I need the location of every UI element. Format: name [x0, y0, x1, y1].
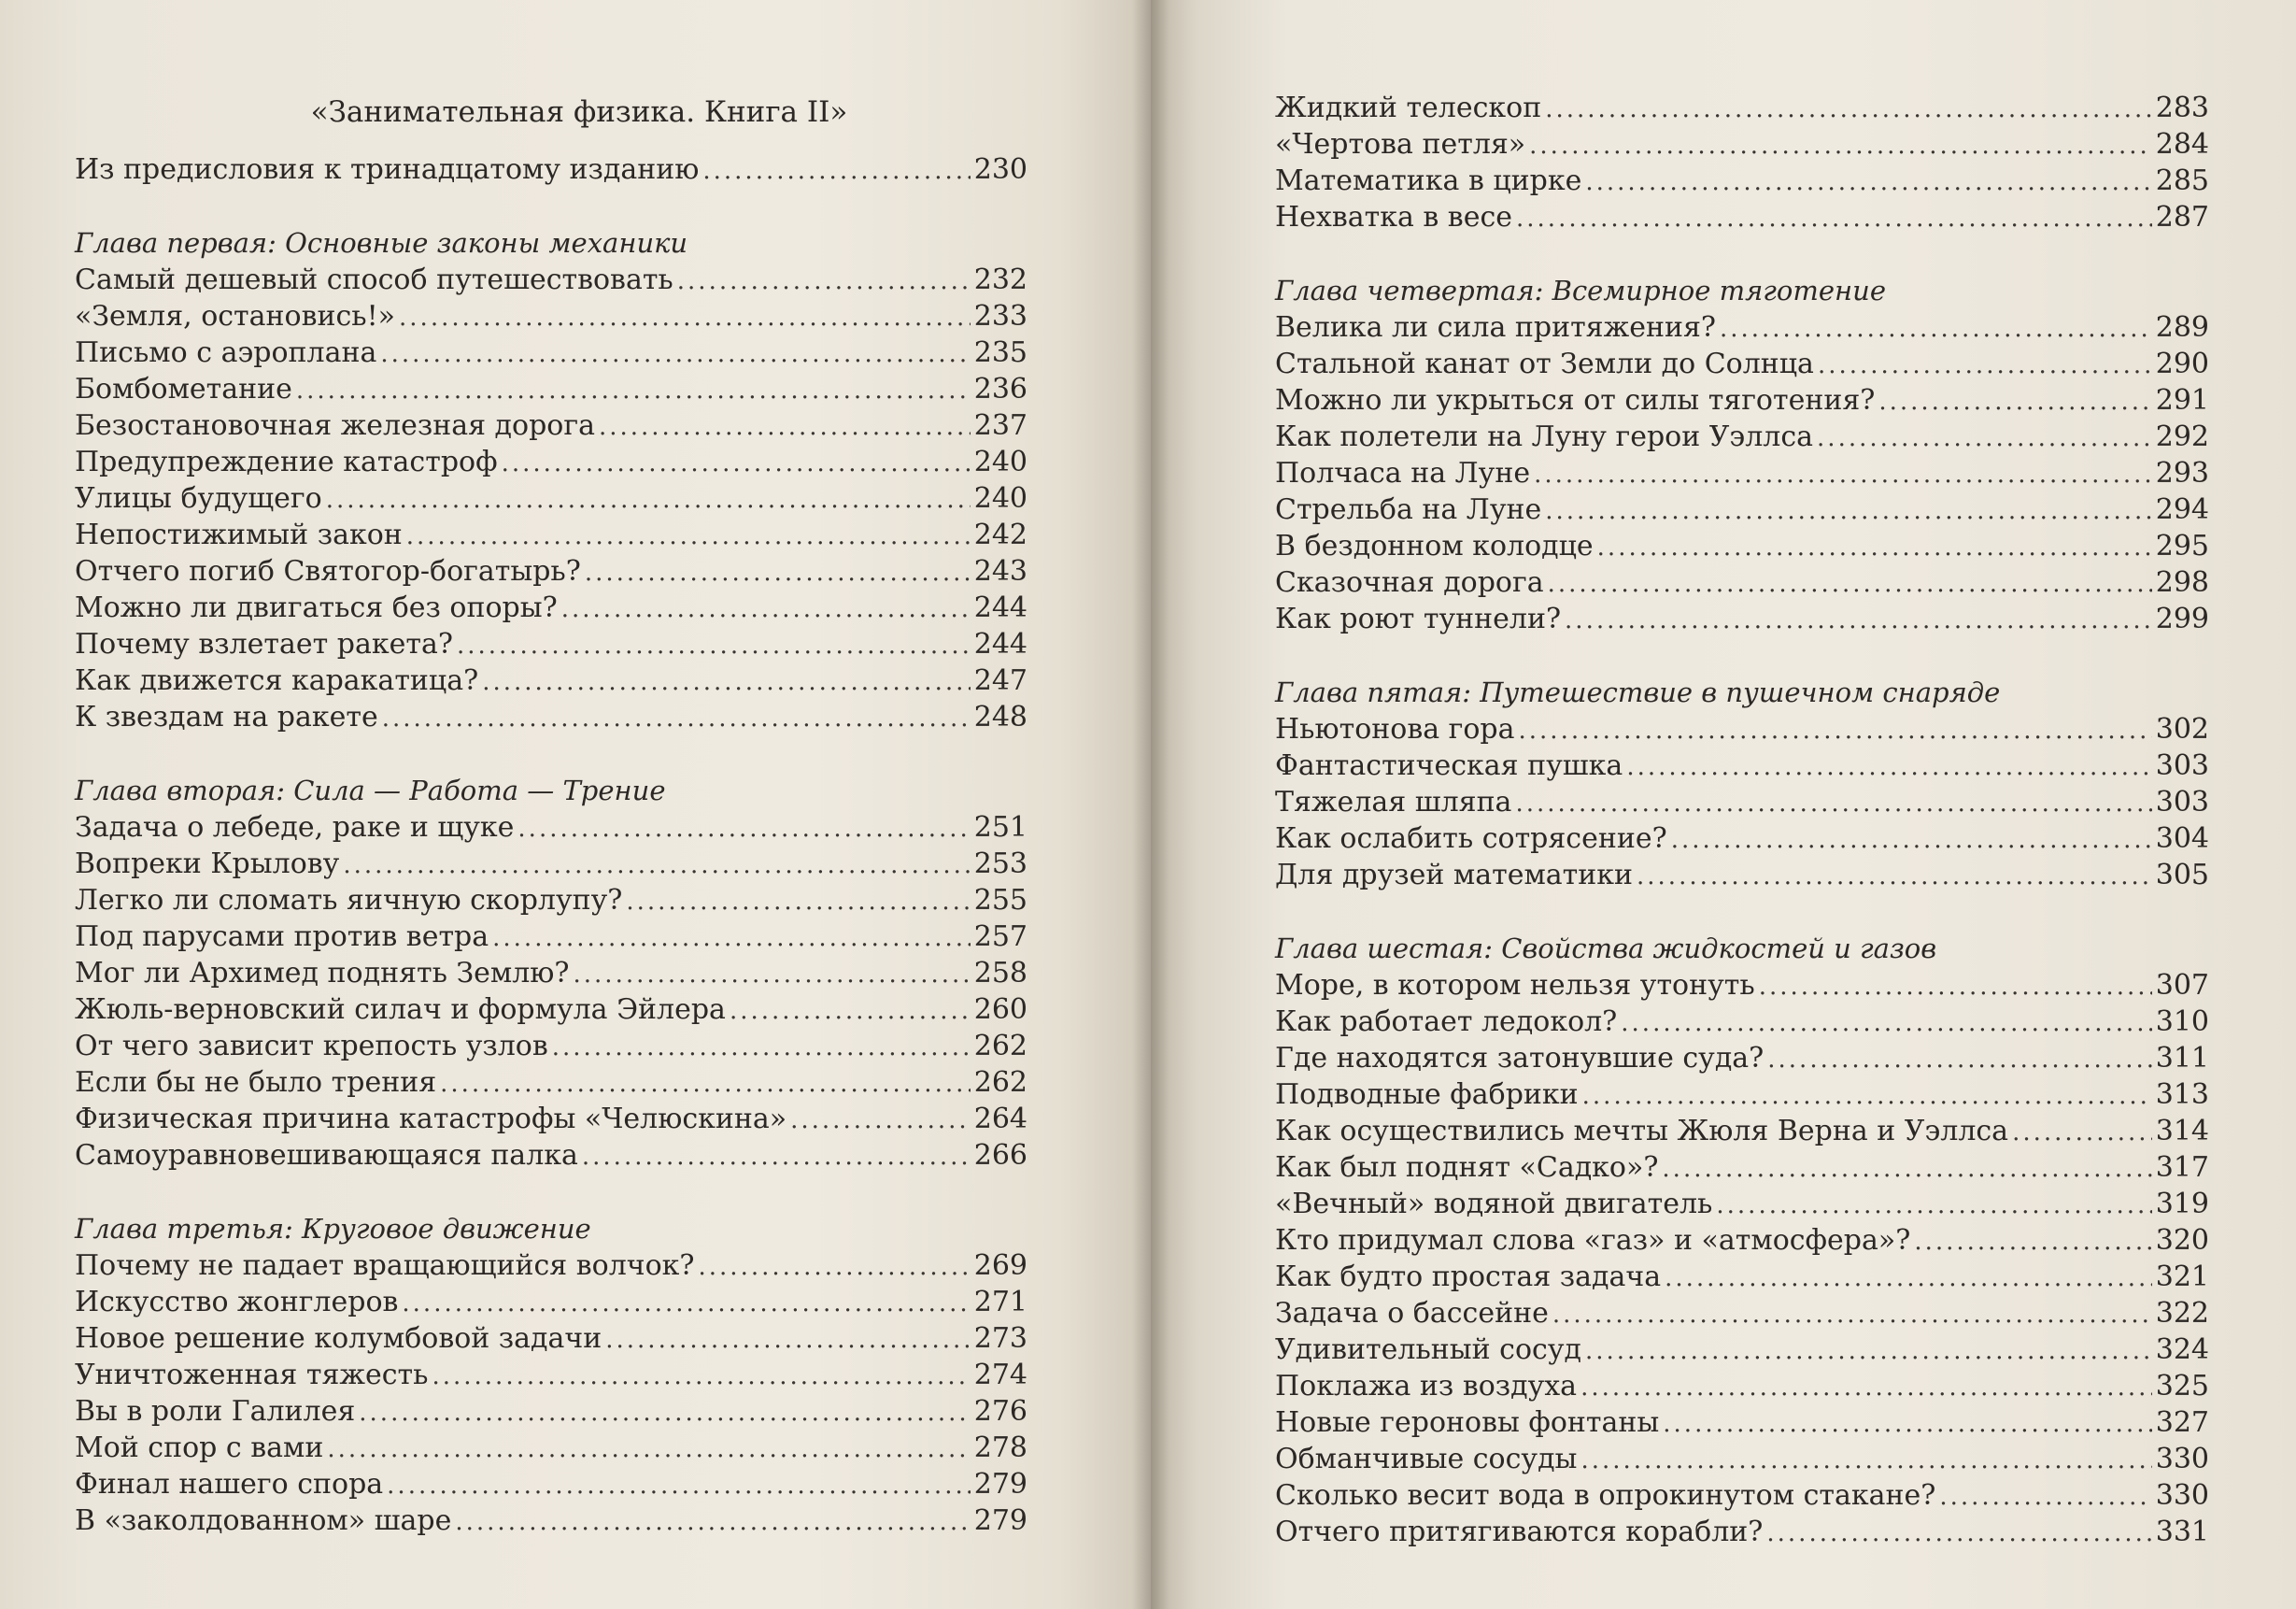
toc-entry-preface[interactable]	[75, 151, 1028, 188]
right-toc-column	[1275, 90, 2209, 1550]
toc-entry[interactable]	[75, 371, 1028, 407]
leader-dots	[1580, 1443, 2151, 1479]
toc-entry[interactable]	[1275, 1113, 2209, 1149]
toc-entry[interactable]	[1275, 1186, 2209, 1222]
toc-entry-page: 262	[973, 1066, 1028, 1099]
toc-entry-page: 248	[973, 701, 1028, 733]
chapter-heading-3: Глава третья: Круговое движение	[75, 1213, 591, 1245]
toc-entry[interactable]	[1275, 1331, 2209, 1368]
toc-entry-page: 291	[2155, 384, 2209, 417]
toc-entry-title: Как роют туннели?	[1275, 603, 1562, 635]
toc-entry-page: 302	[2155, 713, 2209, 746]
toc-entry-title: Как полетели на Луну герои Уэллса	[1275, 420, 1814, 453]
toc-entry[interactable]	[1275, 1514, 2209, 1550]
toc-entry-page: 320	[2155, 1224, 2209, 1257]
toc-entry[interactable]	[75, 846, 1028, 882]
leader-dots	[1529, 128, 2152, 164]
toc-entry-title: «Вечный» водяной двигатель	[1275, 1188, 1713, 1220]
toc-entry[interactable]	[75, 517, 1028, 553]
leader-dots	[1716, 1188, 2151, 1224]
toc-entry[interactable]	[1275, 1076, 2209, 1113]
leader-dots	[343, 847, 970, 884]
leader-dots	[1545, 92, 2152, 128]
leader-dots	[605, 1322, 970, 1359]
toc-entry[interactable]	[75, 553, 1028, 590]
toc-entry-page: 240	[973, 446, 1028, 478]
toc-entry-page: 290	[2155, 348, 2209, 380]
toc-entry-page: 253	[973, 847, 1028, 880]
toc-entry-title: Обманчивые сосуды	[1275, 1443, 1578, 1475]
toc-entry-page: 242	[973, 519, 1028, 551]
toc-entry[interactable]	[75, 699, 1028, 735]
leader-dots	[1720, 311, 2152, 348]
toc-entry-title: Безостановочная железная дорога	[75, 409, 595, 442]
toc-entry[interactable]	[75, 991, 1028, 1028]
toc-entry-page: 236	[973, 373, 1028, 406]
toc-entry[interactable]	[1275, 1295, 2209, 1331]
toc-entry-title: Письмо с аэроплана	[75, 336, 377, 369]
book-title: «Занимательная физика. Книга II»	[310, 95, 848, 129]
toc-entry[interactable]	[75, 262, 1028, 298]
toc-entry-title: Как ослабить сотрясение?	[1275, 822, 1667, 855]
toc-entry-page: 279	[973, 1468, 1028, 1501]
toc-entry[interactable]	[75, 1101, 1028, 1137]
toc-entry-title: Новое решение колумбовой задачи	[75, 1322, 602, 1355]
toc-entry-page: 237	[973, 409, 1028, 442]
toc-entry-title: Искусство жонглеров	[75, 1286, 399, 1318]
toc-entry-title: Вы в роли Галилея	[75, 1395, 356, 1428]
toc-entry-page: 284	[2155, 128, 2209, 161]
toc-entry-page: 255	[973, 884, 1028, 917]
toc-entry[interactable]	[1275, 199, 2209, 235]
toc-entry-page: 279	[973, 1504, 1028, 1537]
toc-entry-title: Непостижимый закон	[75, 519, 403, 551]
leader-dots	[1759, 969, 2152, 1005]
leader-dots	[1671, 822, 2152, 859]
toc-entry-title: Самый дешевый способ путешествовать	[75, 263, 673, 296]
toc-entry[interactable]	[75, 298, 1028, 335]
leader-dots	[561, 591, 971, 628]
toc-entry-page: 287	[2155, 201, 2209, 234]
toc-entry-page: 262	[973, 1030, 1028, 1062]
toc-entry-title: Стальной канат от Земли до Солнца	[1275, 348, 1814, 380]
toc-entry[interactable]	[1275, 309, 2209, 346]
toc-entry[interactable]	[75, 1028, 1028, 1064]
toc-entry[interactable]	[75, 590, 1028, 626]
leader-dots	[1665, 1260, 2152, 1297]
toc-entry-title: Жидкий телескоп	[1275, 92, 1542, 124]
toc-entry-page: 327	[2155, 1406, 2209, 1439]
toc-entry-title: Стрельба на Луне	[1275, 493, 1542, 526]
toc-entry-page: 321	[2155, 1260, 2209, 1293]
toc-entry[interactable]	[75, 955, 1028, 991]
toc-entry-page: 278	[973, 1431, 1028, 1464]
leader-dots	[326, 482, 971, 519]
toc-entry-page: 303	[2155, 786, 2209, 819]
toc-entry-title: «Чертова петля»	[1275, 128, 1526, 161]
leader-dots	[1767, 1042, 2151, 1078]
toc-entry-page: 258	[973, 957, 1028, 990]
toc-entry[interactable]	[1275, 1404, 2209, 1441]
leader-dots	[1621, 1005, 2151, 1042]
toc-entry-title: Если бы не было трения	[75, 1066, 437, 1099]
toc-entry-title: Можно ли укрыться от силы тяготения?	[1275, 384, 1876, 417]
leader-dots	[399, 300, 971, 336]
toc-entry-title: Легко ли сломать яичную скорлупу?	[75, 884, 623, 917]
leader-dots	[327, 1431, 970, 1468]
toc-entry-page: 230	[973, 153, 1028, 186]
leader-dots	[574, 957, 971, 993]
toc-entry[interactable]	[1275, 784, 2209, 820]
toc-entry-title: Полчаса на Луне	[1275, 457, 1531, 490]
toc-entry-page: 233	[973, 300, 1028, 333]
leader-dots	[440, 1066, 971, 1103]
toc-entry-page: 310	[2155, 1005, 2209, 1038]
toc-entry-title: От чего зависит крепость узлов	[75, 1030, 548, 1062]
leader-dots	[1817, 420, 2152, 457]
toc-entry-page: 324	[2155, 1333, 2209, 1366]
toc-entry-title: В бездонном колодце	[1275, 530, 1594, 562]
toc-entry-title: Задача о бассейне	[1275, 1297, 1549, 1330]
toc-entry[interactable]	[1275, 528, 2209, 564]
toc-entry[interactable]	[1275, 748, 2209, 784]
toc-entry-page: 330	[2155, 1443, 2209, 1475]
toc-entry[interactable]	[75, 1502, 1028, 1539]
toc-entry-title: Под парусами против ветра	[75, 920, 489, 953]
leader-dots	[1519, 713, 2152, 749]
toc-entry[interactable]	[1275, 90, 2209, 126]
toc-entry[interactable]	[1275, 346, 2209, 382]
toc-entry-title: Сказочная дорога	[1275, 566, 1544, 599]
toc-entry-title: Вопреки Крылову	[75, 847, 340, 880]
chapter-heading-4: Глава четвертая: Всемирное тяготение	[1275, 275, 1886, 306]
leader-dots	[552, 1030, 971, 1066]
leader-dots	[457, 628, 971, 664]
toc-entry[interactable]	[75, 1393, 1028, 1430]
toc-entry-title: Море, в котором нельзя утонуть	[1275, 969, 1755, 1002]
leader-dots	[492, 920, 971, 957]
toc-entry-title: Тяжелая шляпа	[1275, 786, 1512, 819]
left-toc-column	[75, 90, 1028, 1539]
toc-entry-title: Велика ли сила притяжения?	[1275, 311, 1716, 344]
toc-entry[interactable]	[75, 1320, 1028, 1357]
toc-entry[interactable]	[1275, 455, 2209, 491]
leader-dots	[790, 1103, 971, 1139]
toc-entry-title: Где находятся затонувшие суда?	[1275, 1042, 1765, 1075]
leader-dots	[1548, 566, 2152, 603]
toc-entry-title: Можно ли двигаться без опоры?	[75, 591, 558, 624]
toc-entry[interactable]	[1275, 1259, 2209, 1295]
toc-entry-title: Для друзей математики	[1275, 859, 1634, 891]
toc-entry-title: Финал нашего спора	[75, 1468, 384, 1501]
toc-entry[interactable]	[75, 1247, 1028, 1284]
toc-entry[interactable]	[1275, 967, 2209, 1004]
toc-entry-title: Задача о лебеде, раке и щуке	[75, 811, 515, 844]
toc-entry-title: Мог ли Архимед поднять Землю?	[75, 957, 570, 990]
toc-entry-page: 273	[973, 1322, 1028, 1355]
toc-entry[interactable]	[75, 1357, 1028, 1393]
leader-dots	[1582, 1078, 2152, 1115]
toc-entry-page: 232	[973, 263, 1028, 296]
toc-entry-title: Математика в цирке	[1275, 164, 1582, 197]
leader-dots	[1878, 384, 2151, 420]
toc-entry-title: Кто придумал слова «газ» и «атмосфера»?	[1275, 1224, 1911, 1257]
leader-dots	[387, 1468, 971, 1504]
leader-dots	[1545, 493, 2152, 530]
toc-entry[interactable]	[75, 1466, 1028, 1502]
leader-dots	[2012, 1115, 2152, 1151]
leader-dots	[1516, 201, 2152, 237]
leader-dots	[1552, 1297, 2152, 1333]
toc-entry-page: 313	[2155, 1078, 2209, 1111]
toc-entry[interactable]	[75, 918, 1028, 955]
toc-entry-title: Удивительный сосуд	[1275, 1333, 1581, 1366]
toc-entry-title: Жюль-верновский силач и формула Эйлера	[75, 993, 726, 1026]
toc-entry-page: 331	[2155, 1516, 2209, 1548]
toc-entry-page: 283	[2155, 92, 2209, 124]
toc-entry-page: 319	[2155, 1188, 2209, 1220]
leader-dots	[455, 1504, 970, 1541]
toc-entry-title: Подводные фабрики	[1275, 1078, 1579, 1111]
toc-entry-page: 330	[2155, 1479, 2209, 1512]
toc-entry-page: 314	[2155, 1115, 2209, 1147]
toc-entry-page: 292	[2155, 420, 2209, 453]
leader-dots	[382, 701, 971, 737]
leader-dots	[599, 409, 971, 446]
leader-dots	[1766, 1516, 2151, 1552]
leader-dots	[1585, 164, 2151, 201]
toc-entry-title: Предупреждение катастроф	[75, 446, 498, 478]
toc-entry-title: Поклажа из воздуха	[1275, 1370, 1578, 1403]
leader-dots	[1626, 749, 2151, 786]
toc-entry-title: Почему не падает вращающийся волчок?	[75, 1249, 695, 1282]
leader-dots	[1818, 348, 2152, 384]
toc-entry[interactable]	[75, 407, 1028, 444]
toc-entry-title: Как будто простая задача	[1275, 1260, 1662, 1293]
toc-entry-title: В «заколдованном» шаре	[75, 1504, 452, 1537]
toc-entry[interactable]	[75, 335, 1028, 371]
leader-dots	[402, 1286, 970, 1322]
toc-entry[interactable]	[1275, 1040, 2209, 1076]
leader-dots	[1914, 1224, 2151, 1260]
leader-dots	[482, 664, 971, 701]
toc-entry[interactable]	[75, 1430, 1028, 1466]
toc-entry[interactable]	[75, 1137, 1028, 1174]
toc-entry[interactable]	[1275, 820, 2209, 857]
leader-dots	[1585, 1333, 2152, 1370]
toc-entry-page: 264	[973, 1103, 1028, 1135]
toc-entry-title: Новые героновы фонтаны	[1275, 1406, 1660, 1439]
leader-dots	[359, 1395, 970, 1431]
leader-dots	[296, 373, 971, 409]
toc-entry-title: Отчего притягиваются корабли?	[1275, 1516, 1764, 1548]
toc-entry[interactable]	[1275, 163, 2209, 199]
toc-entry-title: Нехватка в весе	[1275, 201, 1513, 234]
leader-dots	[582, 1139, 971, 1175]
toc-entry-title: Как работает ледокол?	[1275, 1005, 1618, 1038]
leader-dots	[585, 555, 971, 591]
toc-entry-title: Как осуществились мечты Жюля Верна и Уэллса	[1275, 1115, 2009, 1147]
chapter-heading-5: Глава пятая: Путешествие в пушечном снаряде	[1275, 676, 2001, 708]
toc-entry-title: «Земля, остановись!»	[75, 300, 396, 333]
chapter-heading-6: Глава шестая: Свойства жидкостей и газов	[1275, 933, 1937, 964]
toc-entry-title: Как был поднят «Садко»?	[1275, 1151, 1659, 1184]
leader-dots	[1663, 1406, 2151, 1443]
toc-entry-title: Из предисловия к тринадцатому изданию	[75, 153, 700, 186]
toc-entry-page: 266	[973, 1139, 1028, 1172]
toc-entry-title: Бомбометание	[75, 373, 292, 406]
toc-entry-page: 289	[2155, 311, 2209, 344]
toc-entry-page: 244	[973, 628, 1028, 661]
toc-entry-page: 247	[973, 664, 1028, 697]
toc-entry[interactable]	[1275, 1477, 2209, 1514]
toc-entry-title: Уничтоженная тяжесть	[75, 1359, 429, 1391]
toc-entry-page: 274	[973, 1359, 1028, 1391]
leader-dots	[406, 519, 971, 555]
chapter-heading-1: Глава первая: Основные законы механики	[75, 227, 688, 259]
toc-entry-page: 307	[2155, 969, 2209, 1002]
leader-dots	[1939, 1479, 2151, 1516]
toc-entry-page: 298	[2155, 566, 2209, 599]
toc-entry[interactable]	[75, 809, 1028, 846]
toc-entry-page: 285	[2155, 164, 2209, 197]
toc-entry[interactable]	[75, 444, 1028, 480]
toc-entry[interactable]	[1275, 711, 2209, 748]
toc-entry[interactable]	[1275, 419, 2209, 455]
toc-entry-title: Сколько весит вода в опрокинутом стакане?	[1275, 1479, 1936, 1512]
toc-entry-title: Отчего погиб Святогор-богатырь?	[75, 555, 581, 588]
toc-entry-title: Ньютонова гора	[1275, 713, 1515, 746]
toc-entry[interactable]	[1275, 1368, 2209, 1404]
toc-entry-page: 244	[973, 591, 1028, 624]
toc-entry-page: 317	[2155, 1151, 2209, 1184]
toc-entry[interactable]	[1275, 1441, 2209, 1477]
leader-dots	[1580, 1370, 2152, 1406]
toc-entry[interactable]	[1275, 1222, 2209, 1259]
toc-entry[interactable]	[75, 662, 1028, 699]
toc-entry-title: Физическая причина катастрофы «Челюскина»	[75, 1103, 787, 1135]
toc-entry-page: 299	[2155, 603, 2209, 635]
toc-entry[interactable]	[1275, 126, 2209, 163]
leader-dots	[432, 1359, 970, 1395]
toc-entry-page: 303	[2155, 749, 2209, 782]
toc-entry[interactable]	[75, 882, 1028, 918]
leader-dots	[702, 153, 970, 190]
book-gutter	[1132, 0, 1169, 1609]
leader-dots	[1565, 603, 2152, 639]
toc-entry-page: 276	[973, 1395, 1028, 1428]
leader-dots	[699, 1249, 971, 1286]
leader-dots	[517, 811, 970, 847]
toc-entry-page: 322	[2155, 1297, 2209, 1330]
toc-entry-page: 295	[2155, 530, 2209, 562]
toc-entry[interactable]	[1275, 382, 2209, 419]
toc-entry-title: Самоуравновешивающаяся палка	[75, 1139, 578, 1172]
leader-dots	[626, 884, 970, 920]
toc-entry-page: 293	[2155, 457, 2209, 490]
toc-entry-page: 243	[973, 555, 1028, 588]
toc-entry[interactable]	[75, 1064, 1028, 1101]
toc-entry[interactable]	[75, 480, 1028, 517]
toc-entry-title: Улицы будущего	[75, 482, 322, 515]
toc-entry[interactable]	[1275, 601, 2209, 637]
leader-dots	[730, 993, 971, 1030]
toc-entry[interactable]	[1275, 1149, 2209, 1186]
leader-dots	[1662, 1151, 2151, 1188]
chapter-heading-2: Глава вторая: Сила — Работа — Трение	[75, 775, 666, 806]
toc-entry[interactable]	[75, 1284, 1028, 1320]
leader-dots	[1515, 786, 2151, 822]
toc-entry[interactable]	[1275, 1004, 2209, 1040]
toc-entry-page: 257	[973, 920, 1028, 953]
toc-entry-page: 305	[2155, 859, 2209, 891]
toc-entry-page: 304	[2155, 822, 2209, 855]
leader-dots	[1597, 530, 2152, 566]
toc-entry-page: 269	[973, 1249, 1028, 1282]
toc-entry[interactable]	[1275, 857, 2209, 893]
toc-entry-page: 311	[2155, 1042, 2209, 1075]
toc-entry-title: Фантастическая пушка	[1275, 749, 1623, 782]
toc-entry[interactable]	[75, 626, 1028, 662]
toc-entry-title: К звездам на ракете	[75, 701, 378, 733]
toc-entry-page: 240	[973, 482, 1028, 515]
toc-entry-title: Почему взлетает ракета?	[75, 628, 453, 661]
leader-dots	[380, 336, 970, 373]
leader-dots	[677, 263, 971, 300]
toc-entry-page: 260	[973, 993, 1028, 1026]
toc-entry-page: 325	[2155, 1370, 2209, 1403]
toc-entry-page: 294	[2155, 493, 2209, 526]
toc-entry[interactable]	[1275, 491, 2209, 528]
toc-entry-page: 235	[973, 336, 1028, 369]
toc-entry[interactable]	[1275, 564, 2209, 601]
toc-entry-page: 271	[973, 1286, 1028, 1318]
toc-entry-page: 251	[973, 811, 1028, 844]
leader-dots	[1637, 859, 2152, 895]
leader-dots	[502, 446, 971, 482]
leader-dots	[1534, 457, 2152, 493]
toc-entry-title: Мой спор с вами	[75, 1431, 324, 1464]
toc-entry-title: Как движется каракатица?	[75, 664, 479, 697]
